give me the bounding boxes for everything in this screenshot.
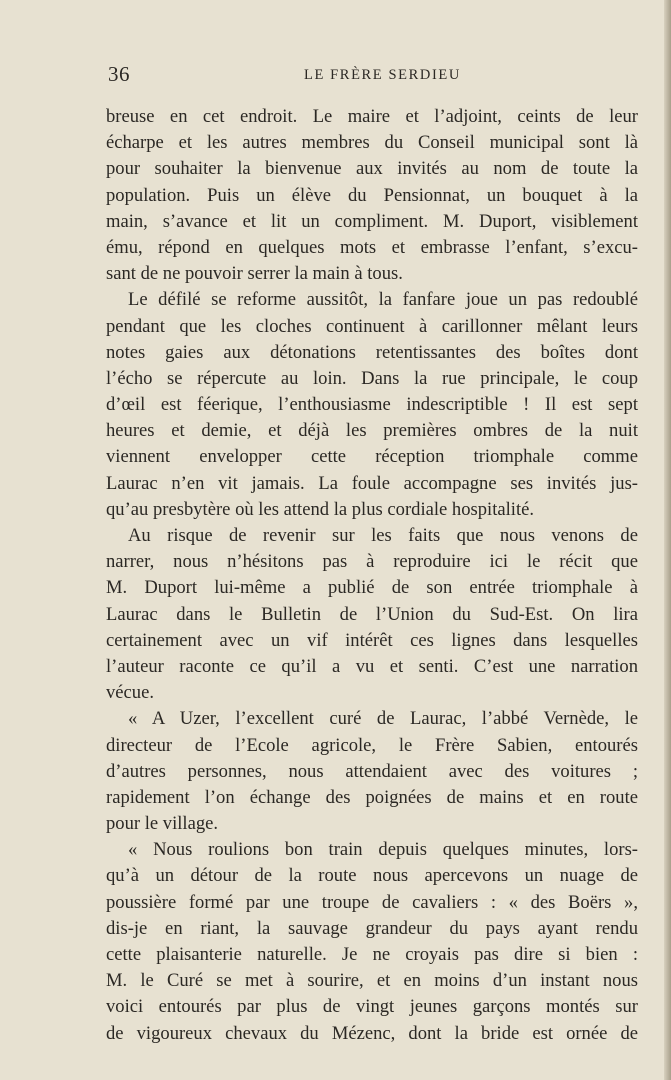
text-line: heures et demie, et déjà les premières ombres de la nuit <box>106 420 638 442</box>
text-line: M. Duport lui-même a publié de son entrée triomphale à <box>106 577 638 599</box>
text-line: Au risque de revenir sur les faits que nous venons de <box>128 525 638 546</box>
text-line: rapidement l’on échange des poignées de mains et en route <box>106 786 638 808</box>
text-line: viennent envelopper cette réception triomphale comme <box>106 446 638 468</box>
text-line: pour le village. <box>106 813 219 835</box>
text-line: d’œil est féerique, l’enthousiasme indescriptible ! Il est sept <box>106 394 638 416</box>
text-line: M. le Curé se met à sourire, et en moins d’un instant nous <box>106 970 638 992</box>
text-line: qu’à un détour de la route nous apercevons un nuage de <box>106 865 638 887</box>
text-line: qu’au presbytère où les attend la plus cordiale hospitalité. <box>106 498 535 520</box>
text-line: population. Puis un élève du Pensionnat, un bouquet à la <box>106 184 638 206</box>
body-text <box>106 104 638 1047</box>
text-line: vécue. <box>106 682 155 704</box>
text-line: « Nous roulions bon train depuis quelques minutes, lors- <box>128 839 638 861</box>
text-line: ému, répond en quelques mots et embrasse l’enfant, s’excu- <box>106 236 638 258</box>
page-edge-shadow <box>664 0 671 1080</box>
text-line: voici entourés par plus de vingt jeunes garçons montés sur <box>106 996 638 1018</box>
text-line: breuse en cet endroit. Le maire et l’adjoint, ceints de leur <box>106 106 638 127</box>
text-line: l’écho se répercute au loin. Dans la rue principale, le coup <box>106 367 638 389</box>
text-line: de vigoureux chevaux du Mézenc, dont la bride est ornée de <box>106 1022 638 1044</box>
text-line: cette plaisanterie naturelle. Je ne croyais pas dire si bien : <box>106 944 638 965</box>
text-line: sant de ne pouvoir serrer la main à tous. <box>106 263 403 285</box>
text-line: certainement avec un vif intérêt ces lignes dans lesquelles <box>106 629 638 651</box>
text-line: Laurac n’en vit jamais. La foule accompagne ses invités jus- <box>106 472 638 494</box>
text-line: main, s’avance et lit un compliment. M. Duport, visiblement <box>106 210 638 232</box>
text-line: l’auteur raconte ce qu’il a vu et senti. C’est une narration <box>106 655 638 677</box>
text-line: Le défilé se reforme aussitôt, la fanfare joue un pas redoublé <box>128 289 638 311</box>
text-line: poussière formé par une troupe de cavaliers : « des Boërs », <box>106 891 638 913</box>
page-header <box>108 62 638 88</box>
page-number: 36 <box>108 62 130 86</box>
text-line: notes gaies aux détonations retentissantes des boîtes dont <box>106 341 638 363</box>
text-line: écharpe et les autres membres du Conseil municipal sont là <box>106 132 638 154</box>
text-line: pendant que les cloches continuent à carillonner mêlant leurs <box>106 315 638 337</box>
text-line: dis-je en riant, la sauvage grandeur du pays ayant rendu <box>106 917 638 939</box>
text-line: pour souhaiter la bienvenue aux invités au nom de toute la <box>106 158 638 180</box>
text-line: « A Uzer, l’excellent curé de Laurac, l’abbé Vernède, le <box>128 708 638 730</box>
text-line: narrer, nous n’hésitons pas à reproduire ici le récit que <box>106 551 638 573</box>
text-line: directeur de l’Ecole agricole, le Frère Sabien, entourés <box>106 734 638 756</box>
text-line: d’autres personnes, nous attendaient avec des voitures ; <box>106 760 638 782</box>
text-line: Laurac dans le Bulletin de l’Union du Sud-Est. On lira <box>106 603 638 625</box>
running-title: LE FRÈRE SERDIEU <box>304 67 461 83</box>
